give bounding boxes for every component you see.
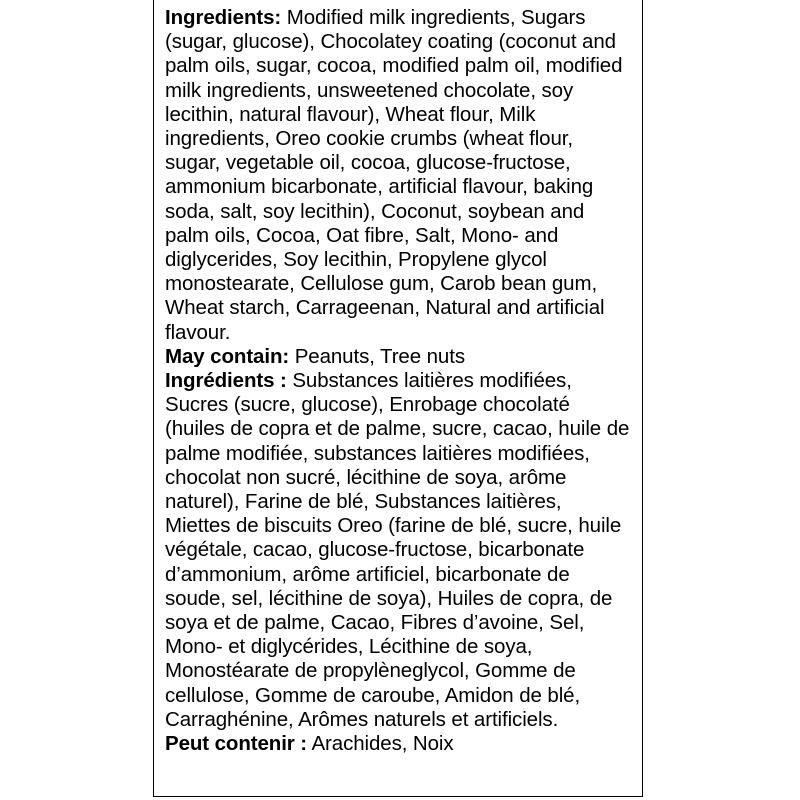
french-ingredients bbox=[165, 369, 632, 732]
english-ingredients bbox=[165, 6, 632, 345]
french-may-contain-text: Arachides, Noix bbox=[307, 732, 454, 756]
english-ingredients-text: Modified milk ingredients, Sugars (sugar, glucose), Chocolatey coating (coconut and palm oils, sugar, cocoa, modified palm oil, modified milk ingredients, unsweetened chocolate, soy lecithin, natural flavour), Wheat flour, Milk ingredients, Oreo cookie crumbs (wheat flour, sugar, vegetable oil, cocoa, glucose-fructose, ammonium bicarbonate, artificial flavour, baking soda, salt, soy lecithin), Coconut, soybean and palm oils, Cocoa, Oat fibre, Salt, Mono- and diglycerides, Soy lecithin, Propylene glycol monostearate, Cellulose gum, Carob bean gum, Wheat starch, Carrageenan, Natural and artificial flavour. bbox=[165, 6, 623, 344]
english-may-contain bbox=[165, 345, 632, 369]
english-may-contain-text: Peanuts, Tree nuts bbox=[289, 344, 465, 368]
french-may-contain bbox=[165, 732, 632, 756]
ingredients-label-panel bbox=[153, 0, 643, 797]
french-ingredients-text: Substances laitières modifiées, Sucres (sucre, glucose), Enrobage chocolaté (huiles de copra et de palme, sucre, cacao, huile de palme modifiée, substances laitières modifiées, chocolat non sucré, lécithine de soya, arôme naturel), Farine de blé, Substances laitières, Miettes de biscuits Oreo (farine de blé, sucre, huile végétale, cacao, glucose-fructose, bicarbonate d’ammonium, arôme artificiel, bicarbonate de soude, sel, lécithine de soya), Huiles de copra, de soya et de palme, Cacao, Fibres d’avoine, Sel, Mono- et diglycérides, Lécithine de soya, Monostéarate de propylèneglycol, Gomme de cellulose, Gomme de caroube, Amidon de blé, Carraghénine, Arômes naturels et artificiels. bbox=[165, 369, 630, 731]
english-ingredients-heading: Ingredients: bbox=[165, 6, 282, 29]
french-ingredients-heading: Ingrédients : bbox=[165, 369, 287, 393]
english-may-contain-heading: May contain: bbox=[165, 344, 290, 368]
french-may-contain-heading: Peut contenir : bbox=[165, 732, 308, 756]
